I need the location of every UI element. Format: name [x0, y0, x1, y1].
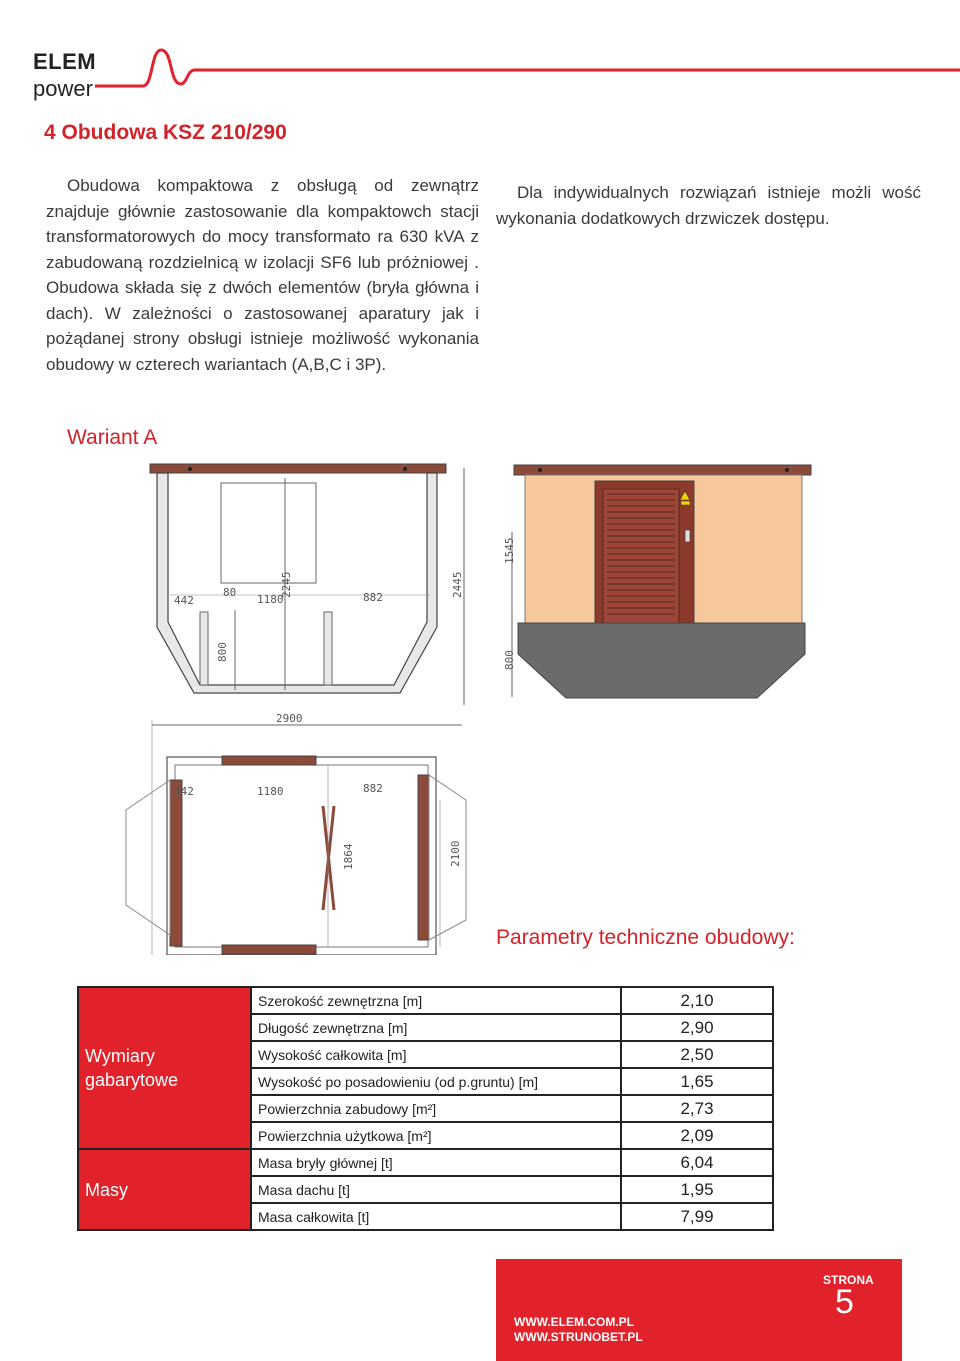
footer-link-elem[interactable]: WWW.ELEM.COM.PL	[514, 1315, 634, 1329]
row-label: Wysokość całkowita [m]	[251, 1041, 621, 1068]
note-paragraph: Dla indywidualnych rozwiązań istnieje możli wość wykonania dodatkowych drzwiczek dostępu.	[496, 183, 921, 228]
dim-2100: 2100	[449, 840, 462, 867]
dim-plan-1180: 1180	[257, 785, 284, 798]
row-value: 6,04	[621, 1149, 773, 1176]
row-value: 2,10	[621, 987, 773, 1014]
page-label: STRONA	[823, 1273, 874, 1287]
dim-800: 800	[216, 642, 229, 662]
table-row	[78, 1149, 773, 1176]
intro-paragraph: Obudowa kompaktowa z obsługą od zewnątrz znajduje głównie zastosowanie dla kompaktowch stacji transformatorowych do mocy transformato ra 630 kVA z zabudowaną rozdzielnicą w izolacji SF6 lub próżniowej . Obudowa składa się z dwóch elementów (bryła główna i dach). W zależności o zastosowanej aparatury jak i pożądanej strony obsługi istnieje możliwość wykonania obudowy w czterech wariantach (A,B,C i 3P).	[46, 176, 479, 374]
row-value: 1,65	[621, 1068, 773, 1095]
logo-elem-text: ELEM	[33, 49, 97, 74]
row-label: Masa całkowita [t]	[251, 1203, 621, 1230]
page-heading: 4 Obudowa KSZ 210/290	[44, 121, 287, 144]
cross-section-drawing	[150, 464, 464, 705]
row-value: 7,99	[621, 1203, 773, 1230]
row-label: Długość zewnętrzna [m]	[251, 1014, 621, 1041]
dim-1864: 1864	[342, 843, 355, 870]
plan-view-drawing	[126, 720, 466, 955]
dim-442: 442	[174, 594, 194, 607]
logo-power-text: power	[33, 76, 93, 101]
dim-80: 80	[223, 586, 237, 599]
elevation-drawing	[512, 465, 811, 698]
dim-1180: 1180	[257, 593, 284, 606]
row-value: 2,50	[621, 1041, 773, 1068]
category-dimensions: Wymiary gabarytowe	[78, 987, 251, 1149]
dim-plan-442: 442	[174, 785, 194, 798]
row-label: Powierzchnia zabudowy [m²]	[251, 1095, 621, 1122]
dim-2245: 2245	[280, 571, 293, 598]
dim-plan-882: 882	[363, 782, 383, 795]
row-label: Masa bryły głównej [t]	[251, 1149, 621, 1176]
dim-882: 882	[363, 591, 383, 604]
category-masses: Masy	[78, 1149, 251, 1230]
ventilation-grille	[607, 494, 675, 614]
row-value: 2,09	[621, 1122, 773, 1149]
page-number: 5	[835, 1283, 854, 1321]
row-label: Powierzchnia użytkowa [m²]	[251, 1122, 621, 1149]
footer-link-strunobet[interactable]: WWW.STRUNOBET.PL	[514, 1330, 643, 1344]
spec-table	[77, 986, 774, 1231]
table-row	[78, 987, 773, 1014]
technical-drawings	[0, 455, 960, 955]
row-value: 2,90	[621, 1014, 773, 1041]
row-value: 1,95	[621, 1176, 773, 1203]
params-title: Parametry techniczne obudowy:	[496, 926, 795, 949]
row-label: Masa dachu [t]	[251, 1176, 621, 1203]
door-handle-icon	[685, 530, 690, 542]
row-value: 2,73	[621, 1095, 773, 1122]
dim-1545: 1545	[503, 537, 516, 564]
footer-box	[496, 1259, 902, 1361]
logo-wave-icon	[95, 44, 960, 94]
dim-2445: 2445	[451, 571, 464, 598]
row-label: Wysokość po posadowieniu (od p.gruntu) [m]	[251, 1068, 621, 1095]
variant-title: Wariant A	[67, 426, 158, 449]
dim-800-right: 800	[503, 650, 516, 670]
dim-2900: 2900	[276, 712, 303, 725]
row-label: Szerokość zewnętrzna [m]	[251, 987, 621, 1014]
